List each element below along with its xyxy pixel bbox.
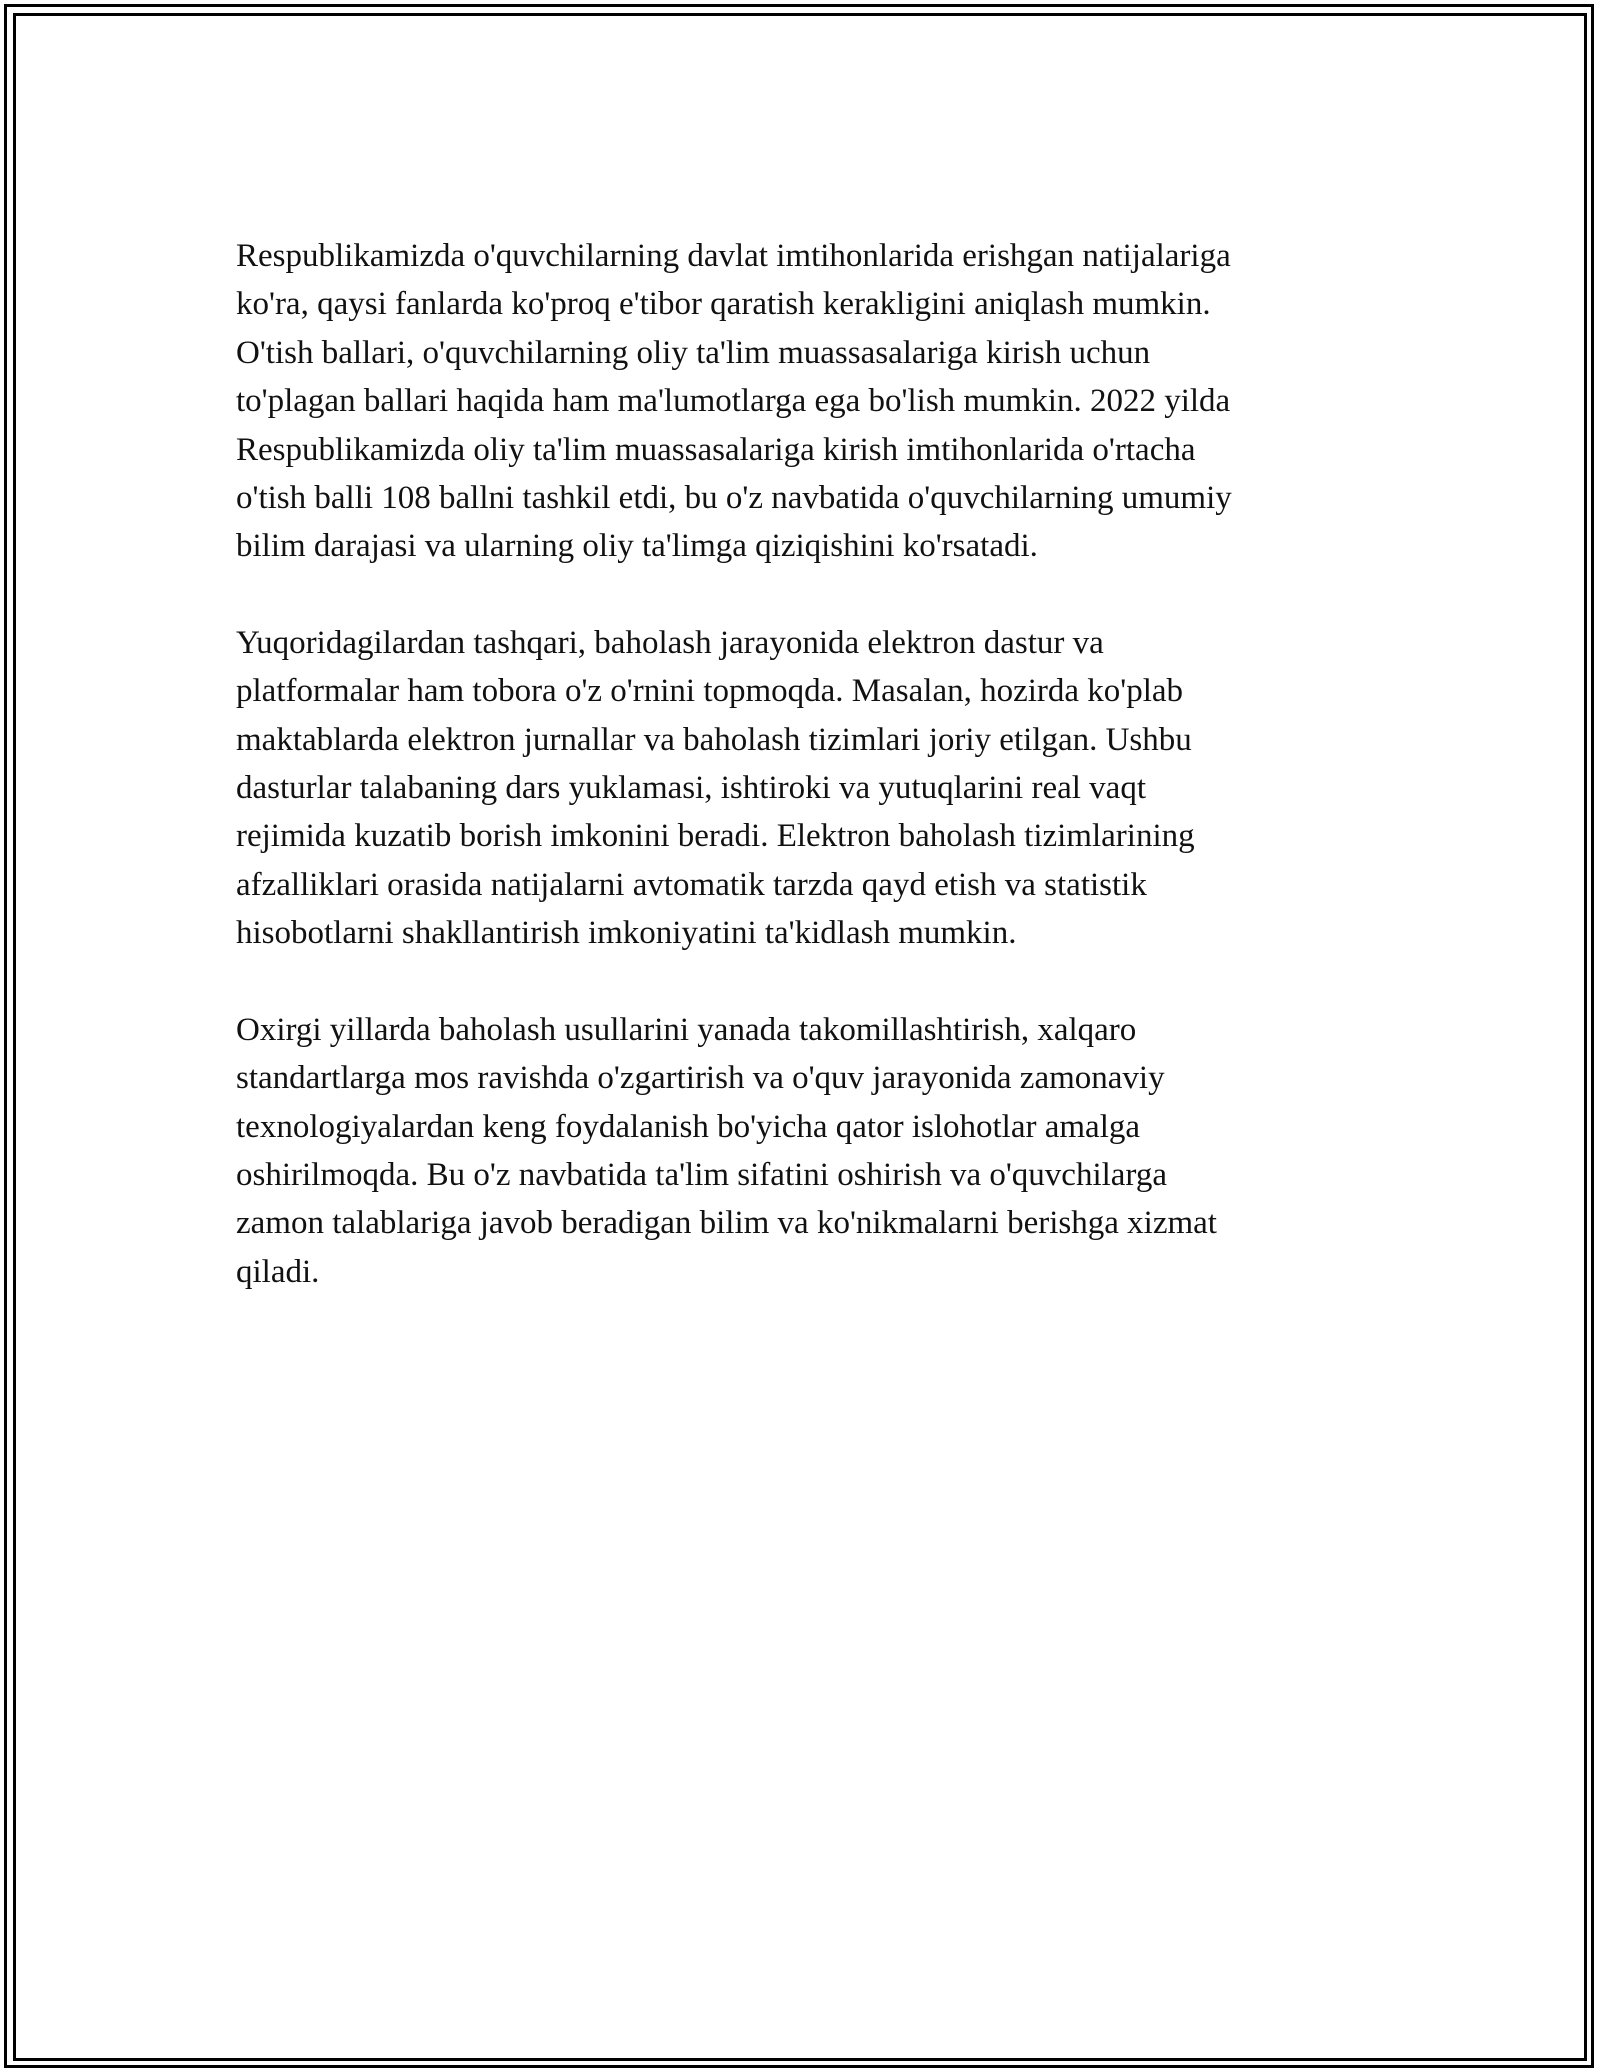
document-body	[236, 232, 1366, 1344]
text-line: zamon talablariga javob beradigan bilim va ko'nikmalarni berishga xizmat	[236, 1205, 1217, 1242]
text-line: o'tish balli 108 ballni tashkil etdi, bu o'z navbatida o'quvchilarning umumiy	[236, 480, 1232, 517]
paragraph-3	[236, 1006, 1366, 1296]
text-line: rejimida kuzatib borish imkonini beradi. Elektron baholash tizimlarining	[236, 818, 1195, 855]
text-line: hisobotlarni shakllantirish imkoniyatini ta'kidlash mumkin.	[236, 915, 1017, 952]
text-line: Oxirgi yillarda baholash usullarini yanada takomillashtirish, xalqaro	[236, 1011, 1137, 1048]
text-line: afzalliklari orasida natijalarni avtomatik tarzda qayd etish va statistik	[236, 866, 1147, 903]
text-line: dasturlar talabaning dars yuklamasi, ishtiroki va yutuqlarini real vaqt	[236, 770, 1146, 807]
text-line: texnologiyalardan keng foydalanish bo'yicha qator islohotlar amalga	[236, 1108, 1141, 1145]
text-line: qiladi.	[236, 1253, 320, 1290]
text-line: to'plagan ballari haqida ham ma'lumotlarga ega bo'lish mumkin. 2022 yilda	[236, 383, 1231, 420]
text-line: oshirilmoqda. Bu o'z navbatida ta'lim sifatini oshirish va o'quvchilarga	[236, 1156, 1167, 1193]
text-line: ko'ra, qaysi fanlarda ko'proq e'tibor qaratish kerakligini aniqlash mumkin.	[236, 286, 1211, 323]
text-line: Respublikamizda o'quvchilarning davlat imtihonlarida erishgan natijalariga	[236, 238, 1231, 274]
text-line: platformalar ham tobora o'z o'rnini topmoqda. Masalan, hozirda ko'plab	[236, 673, 1184, 710]
text-line: standartlarga mos ravishda o'zgartirish va o'quv jarayonida zamonaviy	[236, 1060, 1165, 1097]
text-line: bilim darajasi va ularning oliy ta'limga qiziqishini ko'rsatadi.	[236, 528, 1038, 565]
paragraph-1	[236, 232, 1366, 571]
text-line: O'tish ballari, o'quvchilarning oliy ta'lim muassasalariga kirish uchun	[236, 334, 1151, 371]
text-line: Respublikamizda oliy ta'lim muassasalariga kirish imtihonlarida o'rtacha	[236, 431, 1196, 468]
paragraph-2	[236, 619, 1366, 958]
text-line: Yuqoridagilardan tashqari, baholash jarayonida elektron dastur va	[236, 624, 1104, 661]
text-line: maktablarda elektron jurnallar va baholash tizimlari joriy etilgan. Ushbu	[236, 721, 1192, 758]
